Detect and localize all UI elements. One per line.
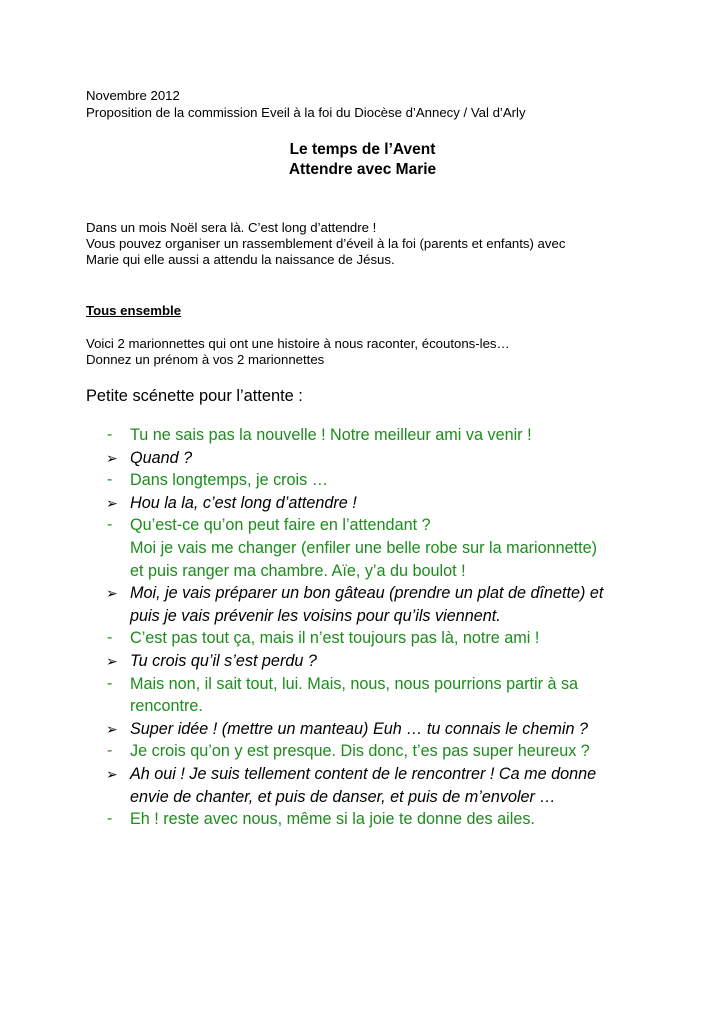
dialogue-line-black: Quand ? (130, 448, 193, 467)
arrow-bullet-icon: ➢ (106, 720, 118, 737)
dialogue-line-black: Super idée ! (mettre un manteau) Euh … tu connais le chemin ? (130, 719, 588, 738)
scene-title: Petite scénette pour l’attente : (86, 387, 303, 405)
header-source: Proposition de la commission Eveil à la foi du Diocèse d’Annecy / Val d’Arly (86, 105, 526, 120)
arrow-bullet-icon: ➢ (106, 766, 118, 782)
header-date: Novembre 2012 (86, 88, 180, 103)
arrow-bullet-icon: ➢ (106, 585, 118, 602)
dialogue-line-green: Dans longtemps, je crois … (130, 471, 328, 490)
dash-marker: - (107, 742, 113, 760)
section-line: Voici 2 marionnettes qui ont une histoire à nous raconter, écoutons-les… (86, 336, 510, 351)
arrow-bullet-icon: ➢ (106, 653, 118, 669)
intro-line: Dans un mois Noël sera là. C’est long d’attendre ! (86, 220, 377, 235)
dialogue-line-green: C’est pas tout ça, mais il n’est toujours pas là, notre ami ! (130, 629, 540, 648)
intro-line: Marie qui elle aussi a attendu la naissance de Jésus. (86, 252, 395, 267)
dialogue-line-black: envie de chanter, et puis de danser, et puis de m’envoler … (130, 787, 556, 806)
dialogue-line-green: Tu ne sais pas la nouvelle ! Notre meilleur ami va venir ! (130, 426, 532, 444)
dash-marker: - (107, 516, 113, 534)
dash-marker: - (107, 471, 113, 489)
dash-marker: - (107, 426, 113, 443)
dialogue-line-green: et puis ranger ma chambre. Aïe, y’a du boulot ! (130, 561, 466, 580)
dialogue-line-green: Eh ! reste avec nous, même si la joie te donne des ailes. (130, 810, 535, 829)
section-heading: Tous ensemble (86, 303, 182, 318)
arrow-bullet-icon: ➢ (106, 449, 118, 466)
dialogue-line-black: Ah oui ! Je suis tellement content de le rencontrer ! Ca me donne (130, 765, 597, 783)
intro-line: Vous pouvez organiser un rassemblement d’éveil à la foi (parents et enfants) avec (86, 236, 566, 251)
dialogue-line-green: Moi je vais me changer (enfiler une belle robe sur la marionnette) (130, 539, 597, 557)
dash-marker: - (107, 629, 113, 647)
section-line: Donnez un prénom à vos 2 marionnettes (86, 352, 325, 367)
dialogue-line-black: Hou la la, c’est long d’attendre ! (130, 493, 357, 512)
dialogue-line-black: Tu crois qu’il s’est perdu ? (130, 652, 317, 670)
dialogue-line-green: Qu’est-ce qu’on peut faire en l’attendant ? (130, 516, 431, 535)
document-title: Le temps de l’Avent (289, 141, 436, 158)
dialogue-line-black: puis je vais prévenir les voisins pour qu’ils viennent. (130, 606, 501, 625)
dash-marker: - (107, 810, 113, 828)
document-subtitle: Attendre avec Marie (288, 161, 437, 178)
dash-marker: - (107, 674, 113, 692)
dialogue-line-green: rencontre. (130, 697, 203, 716)
dialogue-line-black: Moi, je vais préparer un bon gâteau (prendre un plat de dînette) et (130, 584, 604, 603)
dialogue-line-green: Mais non, il sait tout, lui. Mais, nous, nous pourrions partir à sa (130, 674, 579, 693)
dialogue-line-green: Je crois qu’on y est presque. Dis donc, t’es pas super heureux ? (130, 742, 590, 761)
arrow-bullet-icon: ➢ (106, 494, 118, 511)
